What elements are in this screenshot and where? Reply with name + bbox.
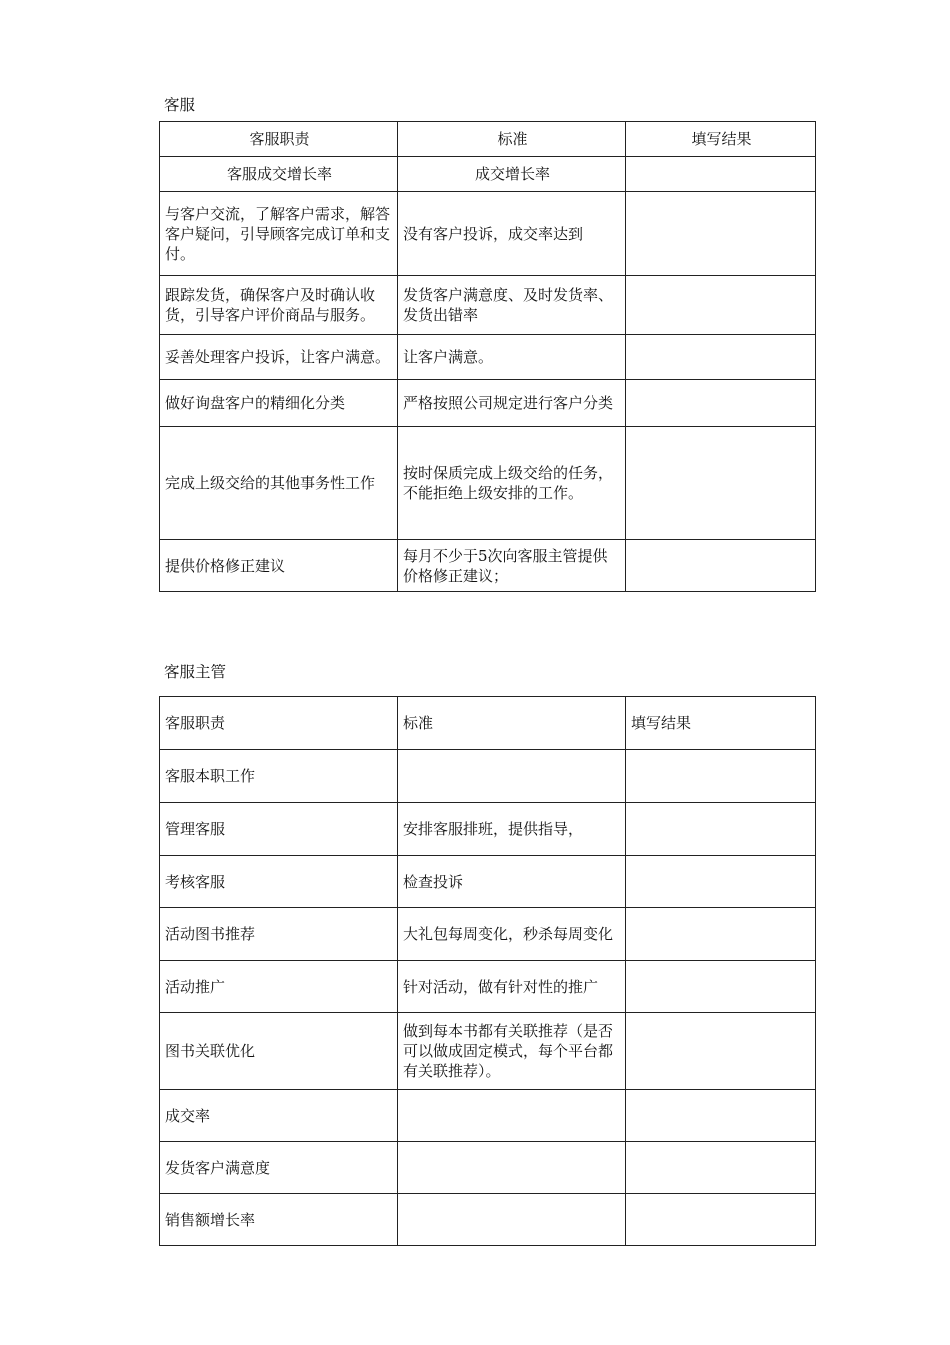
- standard-cell: 检查投诉: [398, 856, 626, 908]
- result-cell[interactable]: [626, 856, 816, 908]
- header-result: 填写结果: [626, 122, 816, 157]
- duty-cell: 妥善处理客户投诉，让客户满意。: [160, 335, 398, 380]
- result-cell[interactable]: [626, 192, 816, 276]
- standard-cell: [398, 1142, 626, 1194]
- standard-cell: 让客户满意。: [398, 335, 626, 380]
- result-cell[interactable]: [626, 335, 816, 380]
- result-cell[interactable]: [626, 540, 816, 592]
- table-header-row: [160, 697, 816, 750]
- duty-cell: [160, 427, 398, 540]
- result-cell[interactable]: [626, 1194, 816, 1246]
- duty-cell: 活动图书推荐: [160, 908, 398, 961]
- result-cell[interactable]: [626, 427, 816, 540]
- table-subheader-row: [160, 157, 816, 192]
- header-result: 填写结果: [626, 697, 816, 750]
- result-cell[interactable]: [626, 961, 816, 1013]
- table-row: [160, 1013, 816, 1090]
- table-row: [160, 192, 816, 276]
- standard-cell: 针对活动，做有针对性的推广: [398, 961, 626, 1013]
- section-title-customer-service: 客服: [164, 96, 196, 114]
- table-row: [160, 856, 816, 908]
- standard-cell: 大礼包每周变化，秒杀每周变化: [398, 908, 626, 961]
- result-cell[interactable]: [626, 1013, 816, 1090]
- result-cell[interactable]: [626, 1142, 816, 1194]
- duty-cell: 活动推广: [160, 961, 398, 1013]
- table-row: [160, 803, 816, 856]
- duty-cell: 成交率: [160, 1090, 398, 1142]
- header-duty: 客服职责: [160, 122, 398, 157]
- table-row: [160, 908, 816, 961]
- header-standard: 标准: [398, 697, 626, 750]
- duty-cell: 图书关联优化: [160, 1013, 398, 1090]
- standard-cell: [398, 1090, 626, 1142]
- result-cell[interactable]: [626, 908, 816, 961]
- section-title-cs-supervisor: 客服主管: [164, 663, 227, 681]
- standard-cell: [398, 750, 626, 803]
- standard-cell: [398, 1194, 626, 1246]
- duty-cell: 提供价格修正建议: [160, 540, 398, 592]
- result-cell[interactable]: [626, 803, 816, 856]
- duty-cell: 考核客服: [160, 856, 398, 908]
- result-cell[interactable]: [626, 380, 816, 427]
- cs-supervisor-table: [159, 696, 816, 1246]
- table-row: [160, 427, 816, 540]
- duty-text: 完成上级交给的其他事务性工作: [165, 474, 376, 492]
- duty-cell: 与客户交流，了解客户需求，解答客户疑问，引导顾客完成订单和支付。: [160, 192, 398, 276]
- duty-cell: 发货客户满意度: [160, 1142, 398, 1194]
- table-row: [160, 750, 816, 803]
- subheader-duty: 客服成交增长率: [160, 157, 398, 192]
- standard-cell: 没有客户投诉，成交率达到: [398, 192, 626, 276]
- table-header-row: [160, 122, 816, 157]
- standard-cell: 做到每本书都有关联推荐（是否可以做成固定模式，每个平台都有关联推荐）。: [398, 1013, 626, 1090]
- standard-cell: 严格按照公司规定进行客户分类: [398, 380, 626, 427]
- subheader-result-cell[interactable]: [626, 157, 816, 192]
- table-row: [160, 380, 816, 427]
- table-row: [160, 540, 816, 592]
- standard-cell: 发货客户满意度、及时发货率、发货出错率: [398, 276, 626, 335]
- table-row: [160, 335, 816, 380]
- table-row: [160, 1194, 816, 1246]
- table-row: [160, 1142, 816, 1194]
- table-row: [160, 1090, 816, 1142]
- duty-cell: 销售额增长率: [160, 1194, 398, 1246]
- customer-service-table: [159, 121, 816, 592]
- header-duty: 客服职责: [160, 697, 398, 750]
- result-cell[interactable]: [626, 750, 816, 803]
- table-row: [160, 961, 816, 1013]
- standard-cell: 安排客服排班，提供指导，: [398, 803, 626, 856]
- duty-cell: 跟踪发货，确保客户及时确认收货，引导客户评价商品与服务。: [160, 276, 398, 335]
- standard-cell: 按时保质完成上级交给的任务，不能拒绝上级安排的工作。: [398, 427, 626, 540]
- result-cell[interactable]: [626, 1090, 816, 1142]
- duty-cell: 做好询盘客户的精细化分类: [160, 380, 398, 427]
- table-row: [160, 276, 816, 335]
- header-standard: 标准: [398, 122, 626, 157]
- subheader-standard: 成交增长率: [398, 157, 626, 192]
- standard-cell: 每月不少于5次向客服主管提供价格修正建议；: [398, 540, 626, 592]
- duty-cell: 客服本职工作: [160, 750, 398, 803]
- duty-cell: 管理客服: [160, 803, 398, 856]
- result-cell[interactable]: [626, 276, 816, 335]
